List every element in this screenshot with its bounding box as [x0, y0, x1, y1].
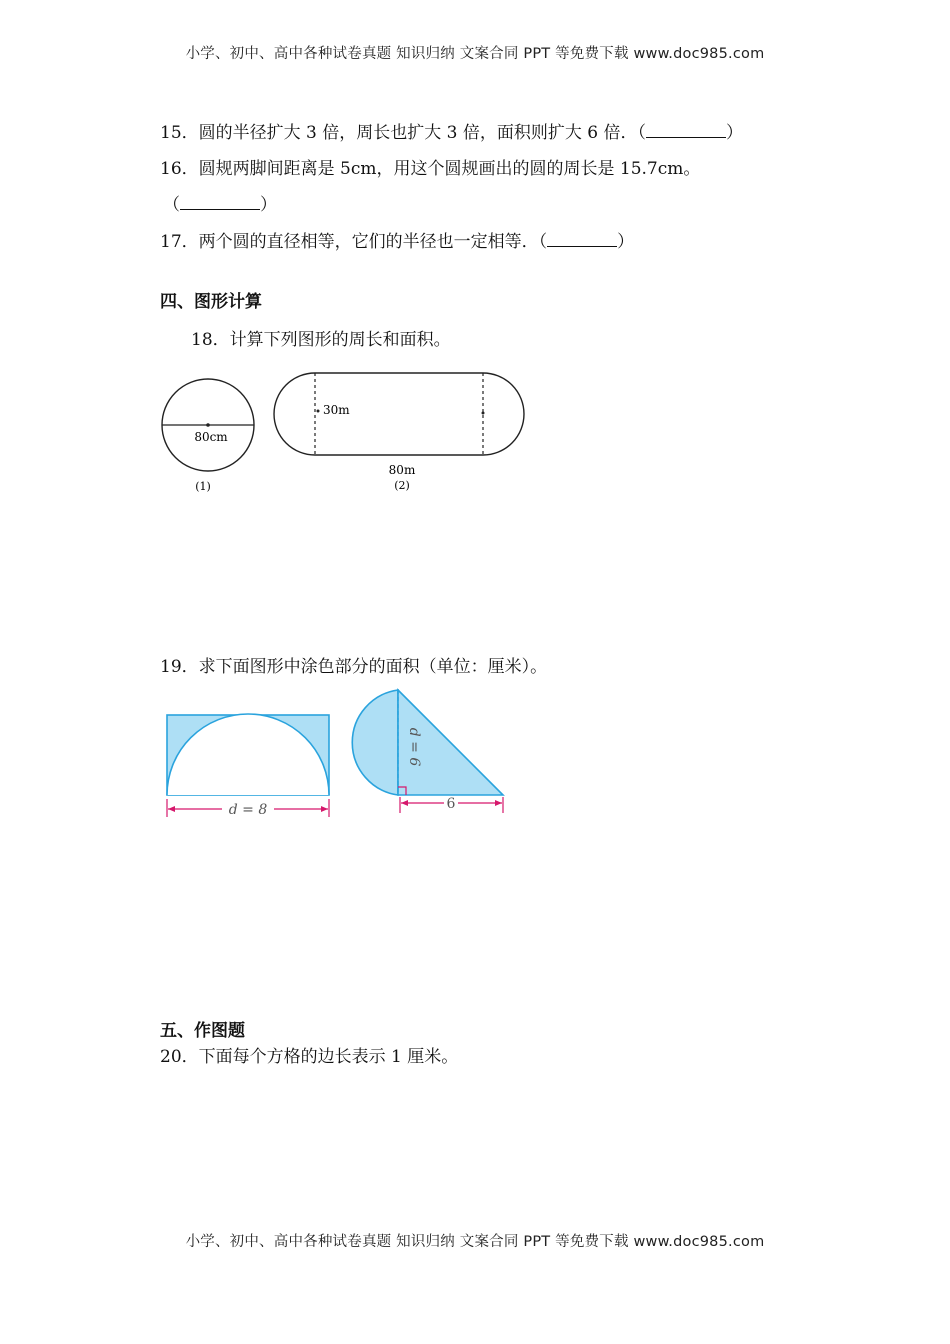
question-16-open: （	[163, 195, 180, 215]
question-16-text: 16．圆规两脚间距离是 5cm，用这个圆规画出的圆的周长是 15.7cm。	[160, 159, 701, 179]
figure-b-arrow-right	[495, 800, 502, 806]
stadium-left-dot	[317, 410, 320, 413]
page-footer: 小学、初中、高中各种试卷真题 知识归纳 文案合同 PPT 等免费下载 www.doc985.com	[185, 1234, 765, 1250]
page-header: 小学、初中、高中各种试卷真题 知识归纳 文案合同 PPT 等免费下载 www.doc985.com	[185, 46, 765, 62]
question-19: 19．求下面图形中涂色部分的面积（单位：厘米）。	[160, 657, 548, 677]
stadium-right-dot	[482, 412, 485, 415]
question-17-close: ）	[617, 232, 635, 252]
stadium-height-label: 30m	[323, 403, 350, 417]
answer-blank-15[interactable]	[646, 123, 726, 138]
section-4-title: 四、图形计算	[160, 292, 262, 312]
question-18: 18．计算下列图形的周长和面积。	[191, 330, 451, 350]
question-17-text: 17．两个圆的直径相等，它们的半径也一定相等．（	[160, 232, 548, 252]
figure-a-arrow-left	[168, 806, 175, 812]
figure-2-caption: (2)	[394, 479, 410, 492]
q18-figures	[155, 365, 535, 500]
answer-blank-16[interactable]	[180, 195, 260, 210]
question-16	[160, 154, 700, 179]
question-20: 20．下面每个方格的边长表示 1 厘米。	[160, 1047, 459, 1067]
figure-a-diameter-label: d = 8	[228, 802, 268, 818]
circle-center-dot	[206, 423, 210, 427]
question-16-close: ）	[260, 195, 277, 215]
question-17	[160, 227, 634, 252]
question-15	[160, 118, 743, 143]
q19-figures	[160, 685, 520, 825]
stadium-length-label: 80m	[388, 463, 416, 477]
question-15-close: ）	[726, 123, 744, 143]
question-16-answer	[163, 190, 277, 215]
answer-blank-17[interactable]	[547, 232, 617, 247]
section-5-title: 五、作图题	[160, 1021, 245, 1041]
figure-b-semicircle	[352, 690, 398, 795]
figure-stadium	[274, 373, 524, 455]
figure-b-diameter-label: d = 6	[406, 727, 422, 767]
question-15-text: 15．圆的半径扩大 3 倍，周长也扩大 3 倍，面积则扩大 6 倍．（	[160, 123, 647, 143]
figure-b-base-label: 6	[446, 796, 456, 812]
figure-a-arrow-right	[321, 806, 328, 812]
figure-1-caption: (1)	[195, 480, 211, 493]
figure-b-arrow-left	[401, 800, 408, 806]
circle-diameter-label: 80cm	[194, 430, 228, 444]
